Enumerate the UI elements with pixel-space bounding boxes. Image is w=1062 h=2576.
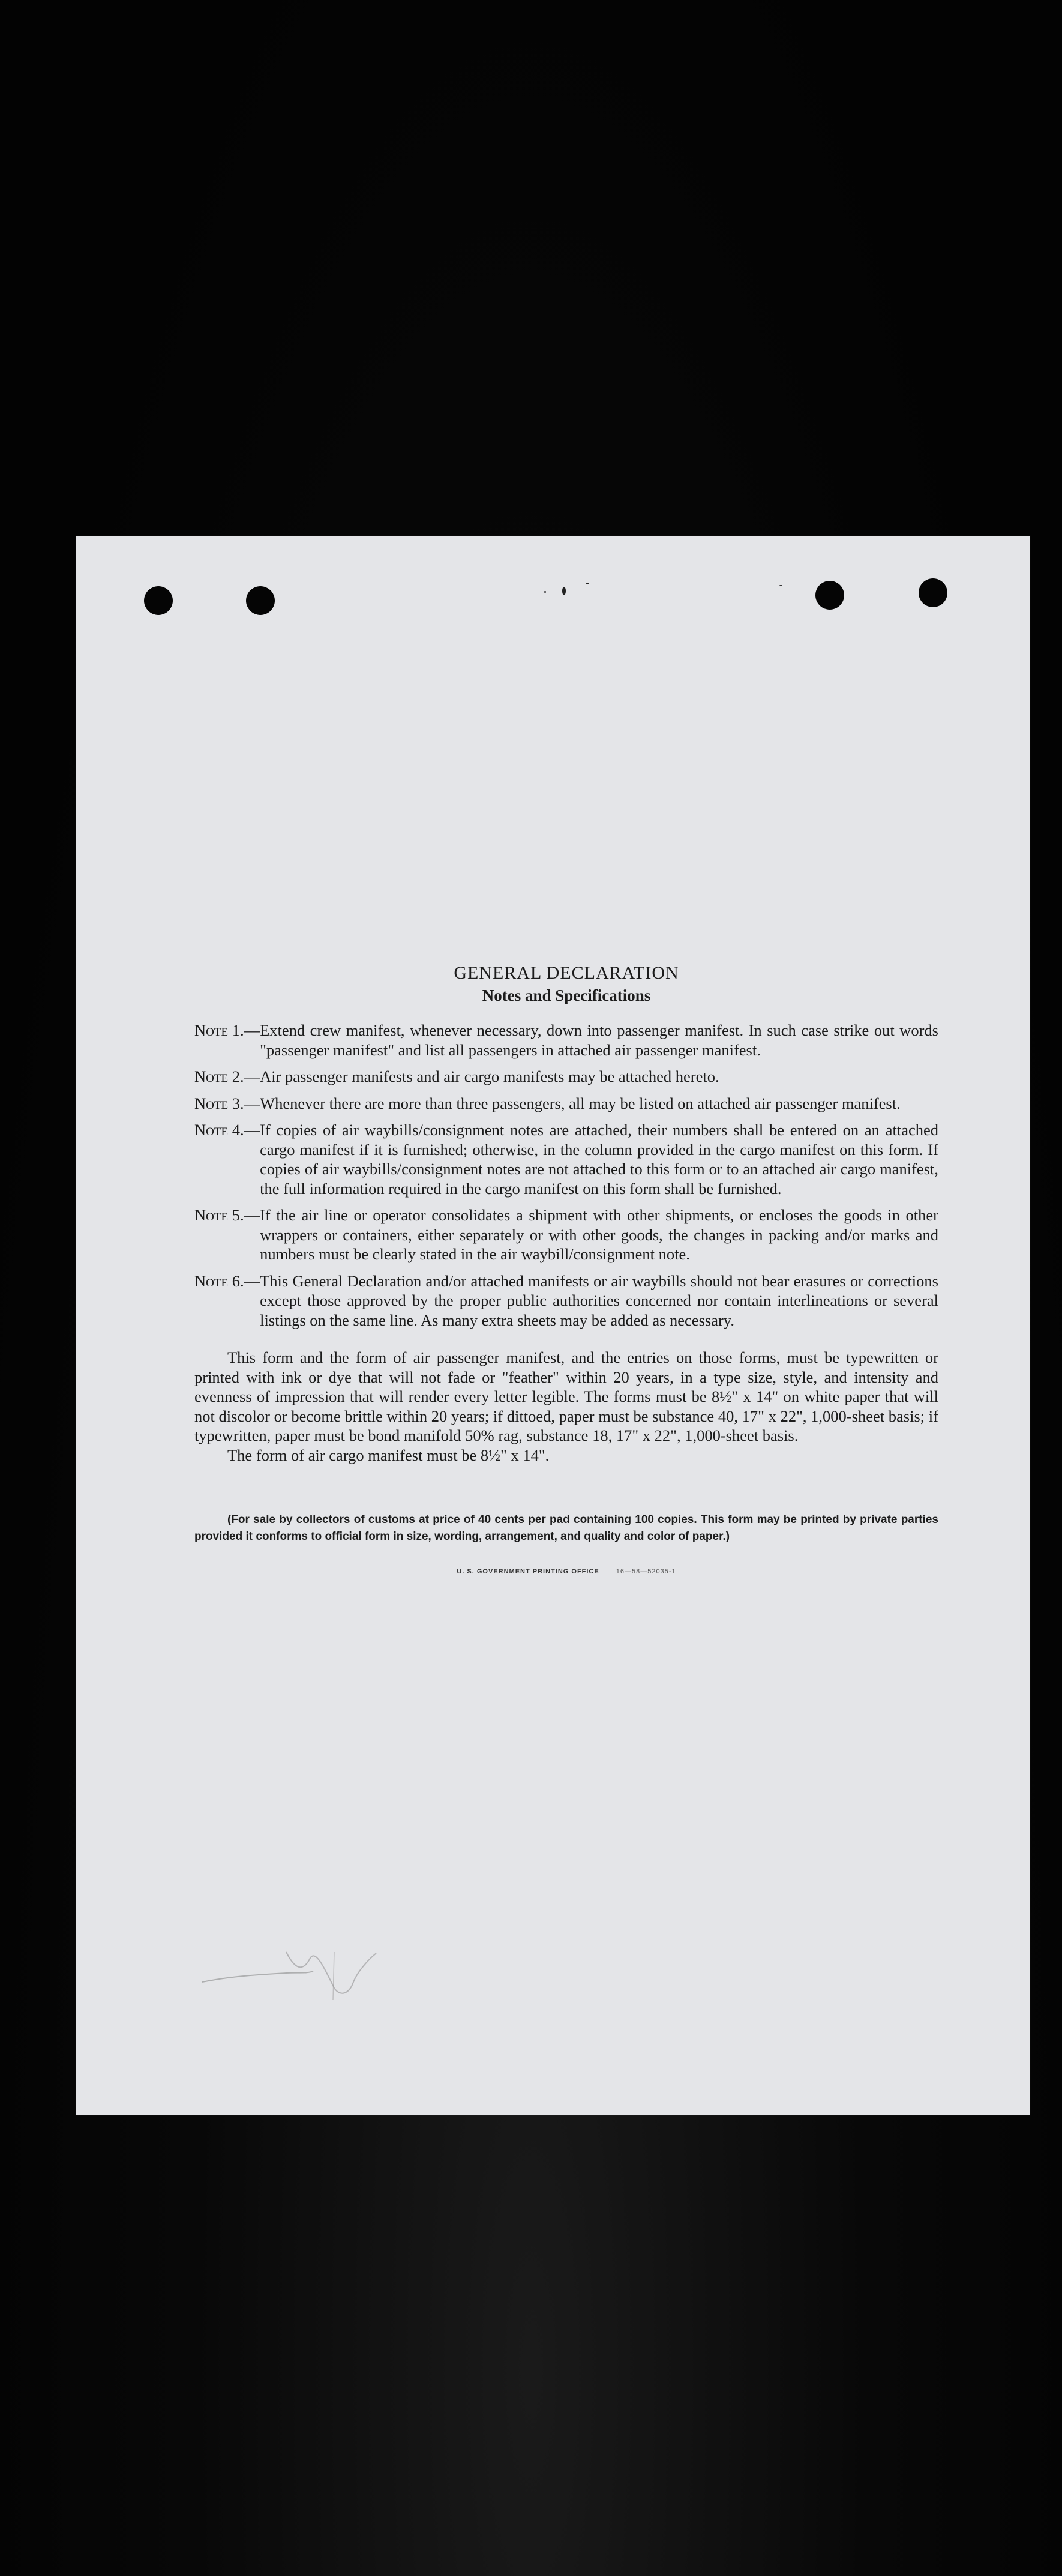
- note-item: [194, 1205, 938, 1264]
- note-text: If copies of air waybills/consignment notes are attached, their numbers shall be entered on an attached cargo manifest if it is furnished; otherwise, in the column provided in the cargo manifest on this form. If copies of air waybills/consignment notes are not attached to this form or to an attached air cargo manifest, the full information required in the cargo manifest on this form shall be furnished.: [260, 1121, 938, 1198]
- note-item: [194, 1271, 938, 1330]
- note-text: This General Declaration and/or attached manifests or air waybills should not bear erasures or corrections except those approved by the proper public authorities concerned nor contain interlineations or several listings on the same line. As many extra sheets may be added as necessary.: [260, 1271, 938, 1329]
- punch-hole: [246, 586, 275, 615]
- note-item: [194, 1120, 938, 1198]
- note-label: Note 5.—: [194, 1206, 260, 1224]
- cargo-manifest-size-paragraph: The form of air cargo manifest must be 8½" x 14".: [227, 1446, 550, 1464]
- note-item: [194, 1094, 938, 1114]
- punch-hole: [144, 586, 173, 615]
- note-text: Air passenger manifests and air cargo manifests may be attached hereto.: [260, 1067, 719, 1085]
- speck: [544, 591, 546, 593]
- punch-hole: [919, 578, 947, 607]
- speck: [779, 585, 782, 586]
- note-label: Note 2.—: [194, 1067, 260, 1085]
- printer-imprint: [194, 1567, 938, 1576]
- note-label: Note 6.—: [194, 1271, 260, 1290]
- note-text: Extend crew manifest, whenever necessary, down into passenger manifest. In such case strike out words "passenger manifest" and list all passengers in attached air passenger manifest.: [260, 1021, 938, 1059]
- note-label: Note 1.—: [194, 1021, 260, 1039]
- punch-hole: [815, 581, 844, 610]
- note-text: Whenever there are more than three passengers, all may be listed on attached air passenger manifest.: [260, 1094, 901, 1112]
- note-item: [194, 1021, 938, 1060]
- speck: [562, 587, 566, 595]
- printer-code: 16—58—52035-1: [616, 1568, 676, 1575]
- note-text: If the air line or operator consolidates a shipment with other shipments, or encloses the goods in other wrappers or containers, either separately or with other goods, the changes in packing and/or marks and numbers must be clearly stated in the air waybill/consignment note.: [260, 1206, 938, 1263]
- note-item: [194, 1067, 938, 1087]
- document-content: [194, 962, 938, 1576]
- note-label: Note 4.—: [194, 1121, 260, 1139]
- document-page: [76, 536, 1030, 2115]
- printer-name: U. S. GOVERNMENT PRINTING OFFICE: [457, 1568, 599, 1575]
- specification-paragraph: This form and the form of air passenger manifest, and the entries on those forms, must be typewritten or printed with ink or dye that will not fade or "feather" within 20 years, in a type size, style, and intensity and evenness of impression that will render every letter legible. The forms must be 8½" x 14" on white paper that will not discolor or become brittle within 20 years; if dittoed, paper must be substance 40, 17" x 22", 1,000-sheet basis; if typewritten, paper must be bond manifold 50% rag, substance 18, 17" x 22", 1,000-sheet basis.: [194, 1348, 938, 1444]
- document-title: GENERAL DECLARATION: [454, 963, 679, 983]
- sale-notice: (For sale by collectors of customs at price of 40 cents per pad containing 100 copies. This form may be printed by private parties provided it conforms to official form in size, wording, arrangement, and quality and color of paper.): [194, 1513, 938, 1543]
- document-subtitle: Notes and Specifications: [482, 986, 651, 1004]
- faint-signature-mark: [196, 1916, 412, 2006]
- speck: [586, 583, 589, 584]
- note-label: Note 3.—: [194, 1094, 260, 1112]
